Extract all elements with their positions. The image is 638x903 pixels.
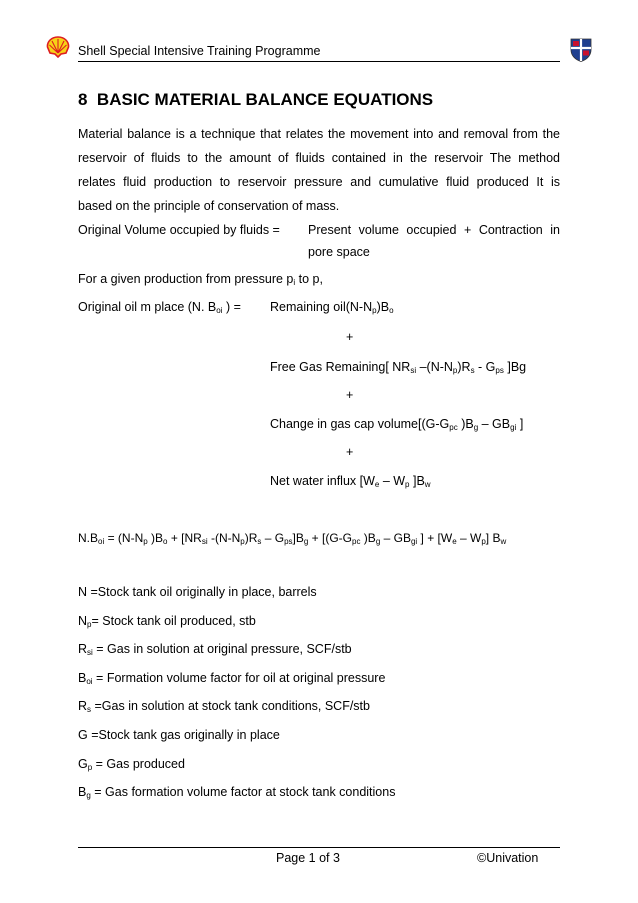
- volume-eq-lhs: Original Volume occupied by fluids =: [78, 223, 280, 237]
- intro-line: reservoir of fluids to the amount of fluids contained in the reservoir The method: [78, 151, 560, 165]
- volume-eq-rhs-line2: pore space: [308, 245, 370, 259]
- intro-paragraph: [78, 122, 560, 218]
- oil-eq-lhs: Original oil m place (N. $B_{oi}$ ) =: [78, 300, 241, 315]
- plus-sign: +: [346, 445, 354, 459]
- footer-rule: [78, 847, 560, 848]
- plus-sign: +: [346, 330, 354, 344]
- definition-item: $G_p$ = Gas produced: [78, 757, 185, 772]
- intro-line: Material balance is a technique that relates the movement into and removal from the: [78, 127, 560, 141]
- oil-eq-term-free-gas: Free Gas Remaining[ $NR_{si}$ $-(N-N_p)R_s - G_{ps}$ ]Bg: [270, 360, 527, 375]
- full-material-balance-equation: $N.B_{oi} = (N-N_p$ )$B_o + [NR_{si}$ $-(N-N_p)R_s - G_{ps}]B_g + [(G-G_{pc}$ )$B_g - GB_{gi}$ ] + $[W_e - W_p]$ $B_w$: [78, 531, 507, 546]
- definition-item: $R_{si}$ = Gas in solution at original pressure, SCF/stb: [78, 642, 352, 657]
- definition-item: N =Stock tank oil originally in place, barrels: [78, 585, 317, 599]
- header-title: Shell Special Intensive Training Programme: [78, 44, 321, 58]
- intro-line: based on the principle of conservation of mass.: [78, 199, 340, 213]
- university-crest-icon: [570, 38, 592, 62]
- definition-item: G =Stock tank gas originally in place: [78, 728, 280, 742]
- definition-item: $B_{oi}$ = Formation volume factor for oil at original pressure: [78, 671, 386, 686]
- section-number: 8: [78, 90, 88, 109]
- definition-item: $N_p=$ Stock tank oil produced, stb: [78, 614, 256, 629]
- volume-eq-rhs-line1: Present volume occupied + Contraction in: [308, 223, 560, 237]
- copyright: ©Univation: [477, 851, 539, 865]
- section-heading: [78, 89, 433, 111]
- definition-item: $B_g$ = Gas formation volume factor at stock tank conditions: [78, 785, 396, 800]
- definition-item: $R_s =Gas$ in solution at stock tank conditions, SCF/stb: [78, 699, 370, 714]
- page-number: Page 1 of 3: [276, 851, 340, 865]
- oil-eq-term-gas-cap: Change in gas cap $volume[(G-G_{pc}$ )$B_g - GB_{gi}$ ]: [270, 417, 524, 432]
- intro-line: relates fluid production to reservoir pressure and cumulative fluid produced It is: [78, 175, 560, 189]
- production-line: For a given production from pressure $p_i$ to p,: [78, 272, 323, 287]
- header-rule: [78, 61, 560, 62]
- oil-eq-term-water-influx: Net water influx [$W_e - W_p$ ]$B_w$: [270, 474, 431, 489]
- plus-sign: +: [346, 388, 354, 402]
- section-title: BASIC MATERIAL BALANCE EQUATIONS: [96, 90, 434, 109]
- shell-logo-icon: [46, 36, 70, 58]
- oil-eq-term-remaining-oil: Remaining $oil(N-N_p)B_o$: [270, 300, 394, 315]
